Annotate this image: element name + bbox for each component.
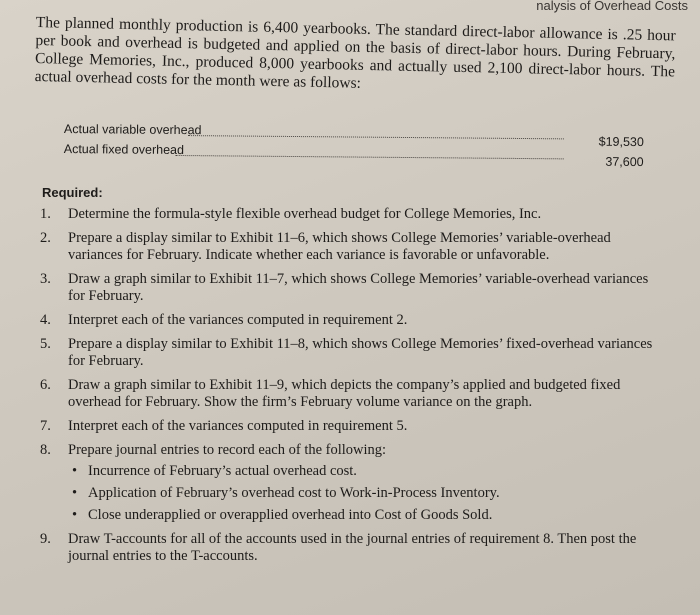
sub-requirement-text: Incurrence of February’s actual overhead cost. bbox=[88, 463, 357, 479]
required-heading: Required: bbox=[42, 185, 103, 200]
cost-value: 37,600 bbox=[605, 154, 644, 170]
requirement-number: 6. bbox=[40, 377, 51, 393]
bullet-icon: • bbox=[72, 507, 78, 523]
requirement-item bbox=[40, 418, 665, 435]
journal-entry-list bbox=[68, 463, 665, 524]
requirement-text: Interpret each of the variances computed in requirement 2. bbox=[68, 312, 408, 328]
requirement-item bbox=[40, 531, 665, 565]
requirement-text: Determine the formula-style flexible overhead budget for College Memories, Inc. bbox=[68, 206, 542, 222]
cost-value: $19,530 bbox=[598, 134, 644, 150]
intro-paragraph: The planned monthly production is 6,400 yearbooks. The standard direct-labor allowance is .25 hour per book and overhead is budgeted and applied on the basis of direct-labor hours. During February, College Memories, Inc., produced 8,000 yearbooks and actually used 2,100 direct-labor hours. The actual overhead costs for the month were as follows: bbox=[34, 14, 676, 92]
requirement-number: 7. bbox=[40, 418, 51, 434]
actual-overhead-costs bbox=[63, 122, 654, 170]
cost-label: Actual variable overhead bbox=[63, 122, 202, 138]
cost-label: Actual fixed overhead bbox=[63, 141, 185, 158]
sub-requirement-item bbox=[68, 463, 665, 480]
requirement-item bbox=[40, 206, 665, 223]
cost-row-fixed bbox=[63, 141, 654, 170]
requirement-number: 9. bbox=[40, 531, 51, 547]
problem-intro bbox=[34, 14, 675, 99]
bullet-icon: • bbox=[72, 463, 78, 479]
dot-leader bbox=[188, 135, 564, 139]
requirement-number: 5. bbox=[40, 336, 51, 352]
requirement-number: 1. bbox=[40, 206, 51, 222]
requirement-text: Interpret each of the variances computed in requirement 5. bbox=[68, 418, 408, 434]
requirement-number: 4. bbox=[40, 312, 51, 328]
requirement-item bbox=[40, 336, 665, 370]
requirement-text: Draw a graph similar to Exhibit 11–9, which depicts the company’s applied and budgeted fixed overhead for February. Show the firm’s February volume variance on the graph. bbox=[68, 377, 621, 410]
bullet-icon: • bbox=[72, 485, 78, 501]
requirement-number: 2. bbox=[40, 230, 51, 246]
sub-requirement-text: Close underapplied or overapplied overhead into Cost of Goods Sold. bbox=[88, 507, 493, 523]
requirement-item bbox=[40, 271, 665, 305]
sub-requirement-item bbox=[68, 485, 665, 502]
requirement-number: 3. bbox=[40, 271, 51, 287]
sub-requirement-text: Application of February’s overhead cost to Work-in-Process Inventory. bbox=[88, 485, 500, 501]
requirements-list bbox=[40, 206, 665, 572]
requirement-item bbox=[40, 312, 665, 329]
requirement-item bbox=[40, 442, 665, 524]
sub-requirement-item bbox=[68, 507, 665, 524]
dot-leader bbox=[176, 155, 564, 159]
requirement-text: Draw a graph similar to Exhibit 11–7, which shows College Memories’ variable-overhead variances for February. bbox=[68, 271, 649, 304]
requirement-item bbox=[40, 377, 665, 411]
requirement-text: Prepare journal entries to record each of the following: bbox=[68, 442, 387, 458]
running-header: nalysis of Overhead Costs bbox=[536, 0, 688, 13]
requirement-number: 8. bbox=[40, 442, 51, 458]
requirement-item bbox=[40, 230, 665, 264]
requirement-text: Draw T-accounts for all of the accounts used in the journal entries of requirement 8. Then post the journal entries to the T-accounts. bbox=[68, 531, 637, 564]
requirement-text: Prepare a display similar to Exhibit 11–6, which shows College Memories’ variable-overhead variances for February. Indicate whether each variance is favorable or unfavorable. bbox=[68, 230, 611, 263]
requirement-text: Prepare a display similar to Exhibit 11–8, which shows College Memories’ fixed-overhead variances for February. bbox=[68, 336, 653, 369]
